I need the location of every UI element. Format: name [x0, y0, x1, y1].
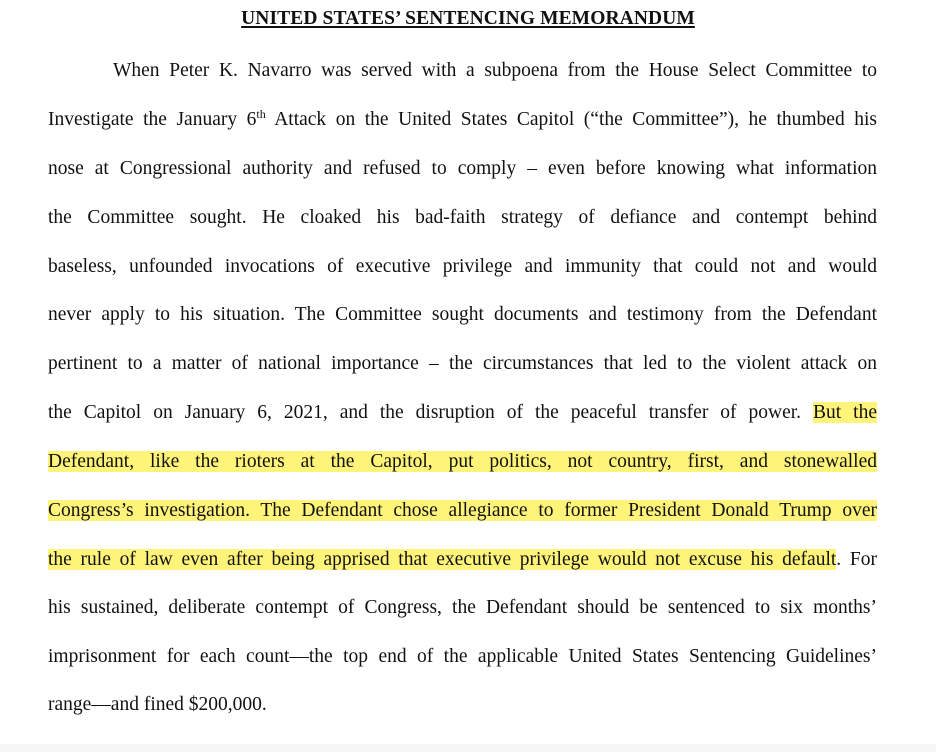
line-text: Investigate the January 6 [48, 109, 257, 130]
line-text: pertinent to a matter of national importance – the circumstances that led to the violent attack on [48, 353, 877, 374]
highlighted-text: But the [813, 402, 877, 423]
line-text: baseless, unfounded invocations of executive privilege and immunity that could not and would [48, 256, 877, 277]
line-text: When Peter K. Navarro was served with a subpoena from the House Select Committee to [113, 60, 877, 81]
paragraph-line [48, 593, 877, 623]
ordinal-superscript: th [256, 107, 266, 121]
paragraph-line [48, 203, 877, 233]
line-text: . For [836, 549, 877, 570]
paragraph-line [48, 300, 877, 330]
paragraph-line [48, 398, 877, 428]
paragraph-line [48, 690, 877, 720]
line-text: imprisonment for each count—the top end of the applicable United States Sentencing Guidelines’ [48, 646, 877, 667]
line-text: nose at Congressional authority and refused to comply – even before knowing what information [48, 158, 877, 179]
paragraph-line [48, 154, 877, 184]
paragraph-line [48, 105, 877, 135]
line-text: never apply to his situation. The Committee sought documents and testimony from the Defendant [48, 304, 877, 325]
line-text: his sustained, deliberate contempt of Congress, the Defendant should be sentenced to six months’ [48, 597, 877, 618]
line-text: the Committee sought. He cloaked his bad-faith strategy of defiance and contempt behind [48, 207, 877, 228]
paragraph-line [48, 349, 877, 379]
highlighted-text: the rule of law even after being apprised that executive privilege would not excuse his default [48, 549, 837, 570]
paragraph-line [48, 496, 877, 526]
paragraph-line [113, 56, 877, 86]
document-title: UNITED STATES’ SENTENCING MEMORANDUM [241, 8, 695, 29]
highlighted-text: Congress’s investigation. The Defendant chose allegiance to former President Donald Trump over [48, 500, 877, 521]
paragraph-line [48, 252, 877, 282]
paragraph-line [48, 447, 877, 477]
paragraph-line [48, 642, 877, 672]
page-bottom-edge [0, 744, 936, 752]
line-text: Attack on the United States Capitol (“the Committee”), he thumbed his [265, 109, 877, 130]
line-text: the Capitol on January 6, 2021, and the disruption of the peaceful transfer of power. [48, 402, 814, 423]
highlighted-text: Defendant, like the rioters at the Capitol, put politics, not country, first, and stonewalled [48, 451, 877, 472]
paragraph-line [48, 545, 877, 575]
line-text: range—and fined $200,000. [48, 694, 267, 715]
